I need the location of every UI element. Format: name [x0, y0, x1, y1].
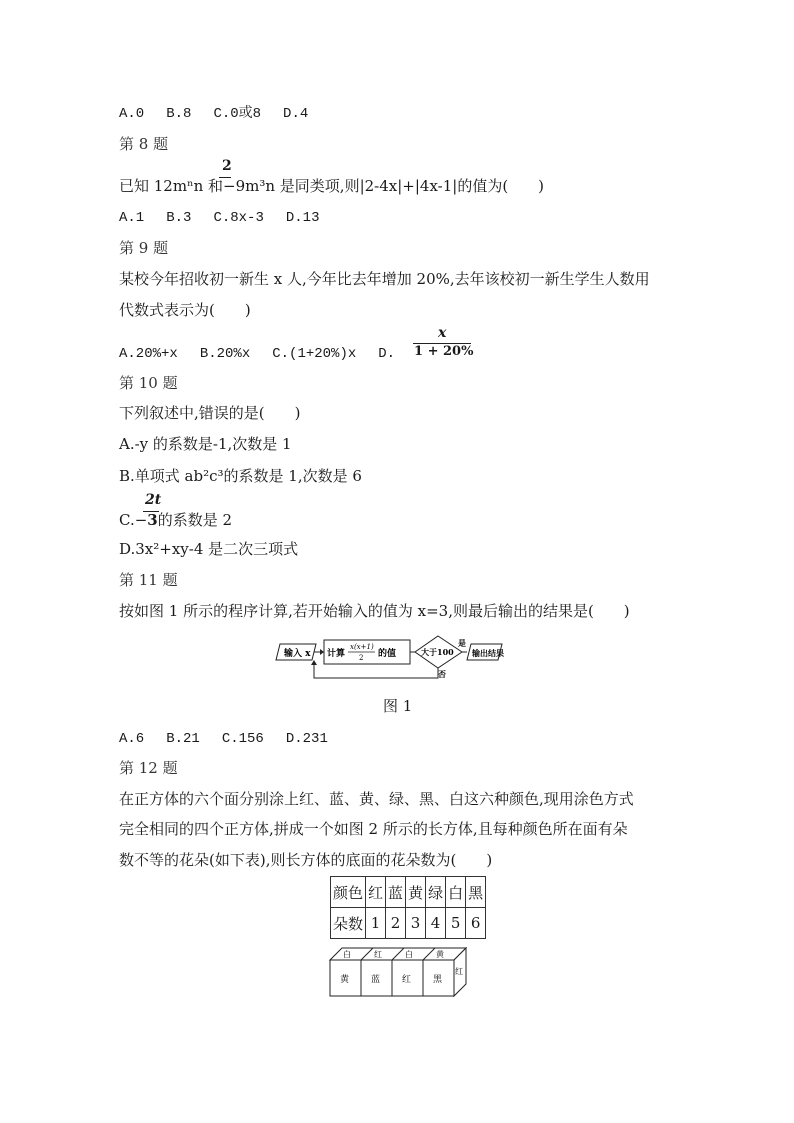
table-cell: 黑 — [466, 877, 486, 908]
table-cell: 红 — [366, 877, 386, 908]
q9-option-b: B.20%x — [199, 346, 251, 362]
q12-stem-line2: 完全相同的四个正方体,拼成一个如图 2 所示的长方体,且每种颜色所在面有朵 — [119, 820, 628, 838]
q10-option-d: D.3x²+xy-4 是二次三项式 — [119, 540, 299, 558]
q11-option-a: A.6 — [119, 731, 145, 747]
table-cell: 黄 — [406, 877, 426, 908]
cube-front-label: 黄 — [340, 975, 350, 985]
q8-stem-rest: m³n 是同类项,则|2-4x|+|4x-1|的值为( ) — [245, 177, 545, 195]
q11-options — [119, 727, 350, 749]
table-cell: 1 — [366, 908, 386, 939]
cube-top-label: 黄 — [436, 950, 444, 959]
q10-c-denominator: 3 — [147, 511, 158, 529]
flow-loop-back — [314, 665, 438, 678]
q9-heading: 第 9 题 — [119, 239, 169, 257]
q7-option-d: D.4 — [283, 106, 309, 122]
q9-options — [119, 342, 399, 364]
figure-1-caption: 图 1 — [383, 697, 413, 715]
cuboid-figure-2 — [326, 944, 472, 998]
q10-stem: 下列叙述中,错误的是( ) — [119, 404, 301, 422]
flow-calc-numerator: x(x+1) — [350, 643, 374, 651]
q12-heading: 第 12 题 — [119, 759, 178, 777]
q10-option-b: B.单项式 ab²c³的系数是 1,次数是 6 — [119, 467, 362, 485]
q8-option-d: D.13 — [285, 210, 320, 226]
cube-front-label: 黑 — [433, 975, 443, 985]
cube-top-label: 白 — [405, 950, 413, 959]
q10-heading: 第 10 题 — [119, 374, 178, 392]
q8-stem-a: ⁿn 和− — [187, 177, 236, 195]
flowchart-figure-1 — [272, 632, 504, 682]
q11-option-d: D.231 — [285, 731, 328, 747]
q8-stem — [119, 176, 544, 196]
q10-c-numerator: 2t — [145, 492, 162, 508]
q9-stem-line2: 代数式表示为( ) — [119, 301, 251, 319]
q9-option-d: D. — [378, 346, 396, 362]
table-cell: 朵数 — [331, 908, 366, 939]
q9-stem-line1: 某校今年招收初一新生 x 人,今年比去年增加 20%,去年该校初一新生学生人数用 — [119, 270, 650, 288]
table-cell: 颜色 — [331, 877, 366, 908]
q9-option-c: C.(1+20%)x — [272, 346, 357, 362]
q8-stem-prefix: 已知 12m — [119, 177, 188, 195]
q8-heading: 第 8 题 — [119, 135, 169, 153]
flow-calc-suffix: 的值 — [378, 649, 397, 659]
cube-side-label: 红 — [455, 967, 463, 976]
table-cell: 白 — [446, 877, 466, 908]
table-cell: 绿 — [426, 877, 446, 908]
q8-option-c: C.8x-3 — [213, 210, 264, 226]
table-cell: 3 — [406, 908, 426, 939]
table-row-colors — [331, 877, 486, 908]
q10-c-prefix: C.− — [119, 511, 148, 529]
color-flower-table — [330, 876, 486, 939]
q10-option-a: A.-y 的系数是-1,次数是 1 — [119, 435, 292, 453]
table-row-counts — [331, 908, 486, 939]
cube-front-label: 红 — [402, 975, 412, 985]
q7-option-b: B.8 — [166, 106, 192, 122]
table-cell: 2 — [386, 908, 406, 939]
q12-stem-line3: 数不等的花朵(如下表),则长方体的底面的花朵数为( ) — [119, 851, 493, 869]
q8-option-b: B.3 — [166, 210, 192, 226]
q11-option-b: B.21 — [166, 731, 200, 747]
table-cell: 6 — [466, 908, 486, 939]
q11-option-c: C.156 — [221, 731, 264, 747]
q7-options — [119, 102, 330, 124]
flow-output-text: 输出结果 — [472, 648, 504, 658]
q9-option-a: A.20%+x — [119, 346, 178, 362]
flow-calc-denominator: 2 — [359, 654, 364, 662]
flow-decision-text: 大于100 — [421, 647, 454, 657]
q9-d-numerator: x — [438, 325, 447, 341]
q7-option-c: C.0或8 — [213, 106, 262, 122]
table-cell: 蓝 — [386, 877, 406, 908]
q9-d-denominator: 1 + 20% — [414, 344, 474, 359]
table-cell: 5 — [446, 908, 466, 939]
q10-c-suffix: 的系数是 2 — [157, 511, 233, 529]
cube-top-label: 白 — [343, 950, 351, 959]
q8-option-a: A.1 — [119, 210, 145, 226]
flow-yes-label: 是 — [458, 638, 466, 648]
q11-stem: 按如图 1 所示的程序计算,若开始输入的值为 x=3,则最后输出的结果是( ) — [119, 602, 630, 620]
q8-options — [119, 206, 341, 228]
flow-no-label: 否 — [438, 669, 446, 679]
q8-stem-denominator: 9 — [235, 177, 246, 195]
q11-heading: 第 11 题 — [119, 571, 178, 589]
table-cell: 4 — [426, 908, 446, 939]
q10-option-c — [119, 510, 232, 530]
flow-input-text: 输入 x — [284, 649, 311, 659]
q12-stem-line1: 在正方体的六个面分别涂上红、蓝、黄、绿、黑、白这六种颜色,现用涂色方式 — [119, 790, 634, 808]
cube-top-label: 红 — [374, 950, 382, 959]
q8-fraction-numerator: 2 — [222, 158, 232, 174]
cube-front-label: 蓝 — [371, 975, 381, 985]
flow-calc-prefix: 计算 — [327, 649, 346, 659]
q7-option-a: A.0 — [119, 106, 145, 122]
